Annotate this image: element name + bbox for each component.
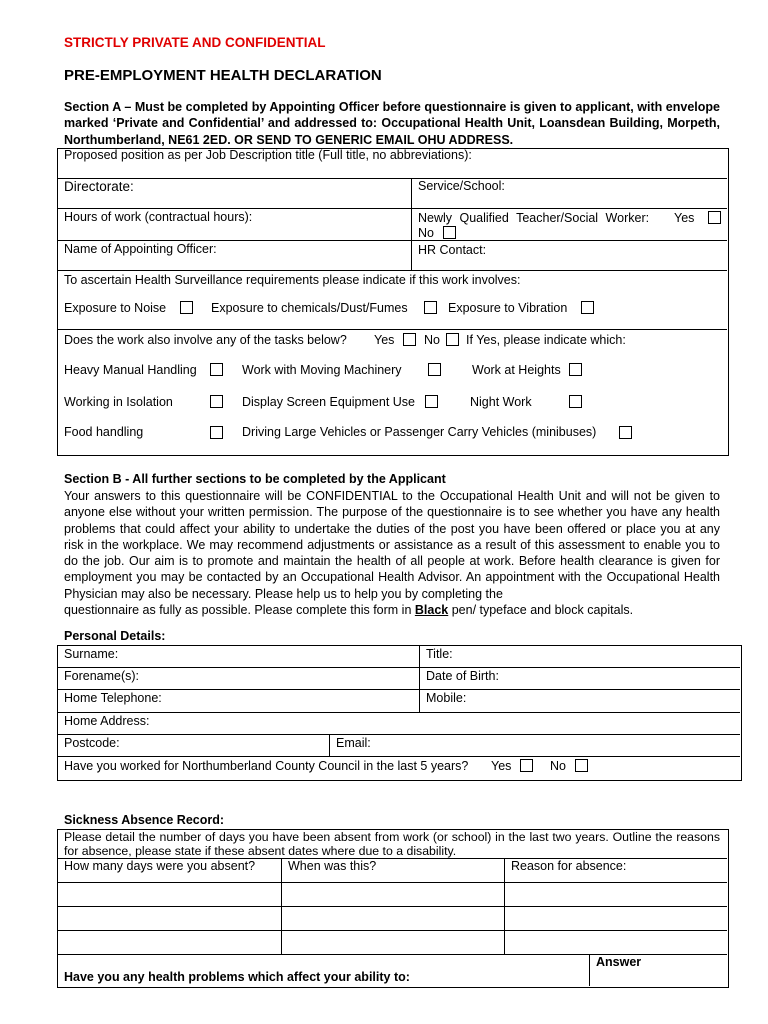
page-title: PRE-EMPLOYMENT HEALTH DECLARATION — [64, 67, 382, 84]
absence-days-cell[interactable] — [58, 931, 280, 953]
health-problems-question: Have you any health problems which affect your ability to: — [64, 970, 410, 984]
heavy-manual-checkbox[interactable] — [210, 363, 223, 376]
directorate-field[interactable]: Directorate: — [64, 179, 134, 194]
email-field[interactable]: Email: — [336, 736, 371, 750]
tasks-yes-checkbox[interactable] — [403, 333, 416, 346]
paragraph-end-text-b: pen/ typeface and block capitals. — [448, 603, 634, 618]
tasks-question: Does the work also involve any of the tasks below? — [64, 333, 347, 347]
row-divider — [57, 270, 727, 271]
section-b-paragraph — [64, 488, 720, 618]
worked-ncc-yes-checkbox[interactable] — [520, 759, 533, 772]
tasks-no-label: No — [424, 333, 440, 347]
mobile-field[interactable]: Mobile: — [426, 691, 467, 705]
row-divider — [57, 734, 740, 735]
col-divider — [329, 734, 330, 756]
surveillance-intro: To ascertain Health Surveillance requirements please indicate if this work involves: — [64, 273, 521, 287]
sickness-instructions: Please detail the number of days you have been absent from work (or school) in the last two years. Outline the reasons for absence, please state if these absent dates where due to a disability. — [64, 830, 720, 858]
dob-field[interactable]: Date of Birth: — [426, 669, 499, 683]
forenames-field[interactable]: Forename(s): — [64, 669, 140, 683]
row-divider — [57, 756, 740, 757]
exposure-chemicals-label: Exposure to chemicals/Dust/Fumes — [211, 301, 408, 315]
food-handling-label: Food handling — [64, 425, 144, 439]
surname-field[interactable]: Surname: — [64, 647, 119, 661]
nqt-no-label: No — [418, 226, 434, 240]
postcode-field[interactable]: Postcode: — [64, 736, 120, 750]
nqt-no-checkbox[interactable] — [443, 226, 456, 239]
if-yes-label: If Yes, please indicate which: — [466, 333, 626, 347]
exposure-vibration-checkbox[interactable] — [581, 301, 594, 314]
row-divider — [57, 178, 727, 179]
col-when-header: When was this? — [288, 859, 377, 873]
appointing-officer-field[interactable]: Name of Appointing Officer: — [64, 242, 217, 256]
section-b-paragraph-main: Your answers to this questionnaire will be CONFIDENTIAL to the Occupational Health Unit and will not be given to anyone else without your written permission. The purpose of the questionnaire is to see whether you have any health problems that could affect your ability to undertake the duties of the post you have been offered or place you at any risk in the workplace. We may recommend adjustments or assistance as a result of this assessment to enable you to do the job. Our aim is to promote and maintain the health of all people at work. Before health clearance is given for employment you may be contacted by an Occupational Health Advisor. An appointment with the Occupational Health Physician may also be necessary. Please help us to help you by completing the — [64, 489, 720, 601]
display-screen-label: Display Screen Equipment Use — [242, 395, 415, 409]
col-divider — [411, 178, 412, 270]
working-isolation-label: Working in Isolation — [64, 395, 173, 409]
exposure-vibration-label: Exposure to Vibration — [448, 301, 568, 315]
driving-vehicles-checkbox[interactable] — [619, 426, 632, 439]
paragraph-end-text: questionnaire as fully as possible. Please complete this form in — [64, 603, 415, 618]
absence-reason-cell[interactable] — [505, 883, 726, 905]
exposure-noise-label: Exposure to Noise — [64, 301, 167, 315]
col-reason-header: Reason for absence: — [511, 859, 627, 873]
col-divider — [589, 954, 590, 986]
work-heights-label: Work at Heights — [472, 363, 561, 377]
absence-when-cell[interactable] — [282, 907, 503, 929]
nqt-yes-checkbox[interactable] — [708, 211, 721, 224]
nqt-label: Newly Qualified Teacher/Social Worker: — [418, 211, 650, 225]
worked-ncc-no-label: No — [550, 759, 566, 773]
work-heights-checkbox[interactable] — [569, 363, 582, 376]
sickness-heading: Sickness Absence Record: — [64, 813, 225, 827]
row-divider — [57, 712, 740, 713]
section-b-paragraph-end — [64, 602, 720, 618]
section-a-intro: Section A – Must be completed by Appointing Officer before questionnaire is given to applicant, with envelope marked ‘Private and Confidential’ and addressed to: Occupational Health Unit, Loansdean Building, Morpeth, Northumberland, NE61 2ED. OR SEND TO GENERIC EMAIL OHU ADDRESS. — [64, 100, 720, 147]
col-divider — [419, 645, 420, 712]
exposure-chemicals-checkbox[interactable] — [424, 301, 437, 314]
col-days-header: How many days were you absent? — [64, 859, 256, 873]
tasks-no-checkbox[interactable] — [446, 333, 459, 346]
night-work-checkbox[interactable] — [569, 395, 582, 408]
hr-contact-field[interactable]: HR Contact: — [418, 243, 487, 257]
title-field[interactable]: Title: — [426, 647, 453, 661]
display-screen-checkbox[interactable] — [425, 395, 438, 408]
working-isolation-checkbox[interactable] — [210, 395, 223, 408]
absence-when-cell[interactable] — [282, 931, 503, 953]
row-divider — [57, 208, 727, 209]
absence-reason-cell[interactable] — [505, 931, 726, 953]
absence-days-cell[interactable] — [58, 907, 280, 929]
personal-details-heading: Personal Details: — [64, 629, 166, 643]
moving-machinery-checkbox[interactable] — [428, 363, 441, 376]
row-divider — [57, 329, 727, 330]
home-address-field[interactable]: Home Address: — [64, 714, 150, 728]
proposed-position-field[interactable]: Proposed position as per Job Description title (Full title, no abbreviations): — [64, 148, 472, 162]
night-work-label: Night Work — [470, 395, 532, 409]
heavy-manual-label: Heavy Manual Handling — [64, 363, 197, 377]
home-telephone-field[interactable]: Home Telephone: — [64, 691, 162, 705]
worked-ncc-no-checkbox[interactable] — [575, 759, 588, 772]
row-divider — [57, 667, 740, 668]
absence-reason-cell[interactable] — [505, 907, 726, 929]
absence-days-cell[interactable] — [58, 883, 280, 905]
answer-header: Answer — [596, 955, 642, 969]
row-divider — [57, 240, 727, 241]
black-emphasis: Black — [414, 603, 449, 618]
nqt-yes-label: Yes — [674, 211, 695, 225]
confidential-banner: STRICTLY PRIVATE AND CONFIDENTIAL — [64, 35, 326, 50]
tasks-yes-label: Yes — [374, 333, 395, 347]
absence-when-cell[interactable] — [282, 883, 503, 905]
driving-vehicles-label: Driving Large Vehicles or Passenger Carry Vehicles (minibuses) — [242, 425, 597, 439]
food-handling-checkbox[interactable] — [210, 426, 223, 439]
moving-machinery-label: Work with Moving Machinery — [242, 363, 402, 377]
exposure-noise-checkbox[interactable] — [180, 301, 193, 314]
worked-ncc-question: Have you worked for Northumberland County Council in the last 5 years? — [64, 759, 469, 773]
worked-ncc-yes-label: Yes — [491, 759, 512, 773]
section-b-heading: Section B - All further sections to be completed by the Applicant — [64, 472, 446, 486]
row-divider — [57, 689, 740, 690]
hours-of-work-field[interactable]: Hours of work (contractual hours): — [64, 210, 253, 224]
service-school-field[interactable]: Service/School: — [418, 179, 505, 193]
